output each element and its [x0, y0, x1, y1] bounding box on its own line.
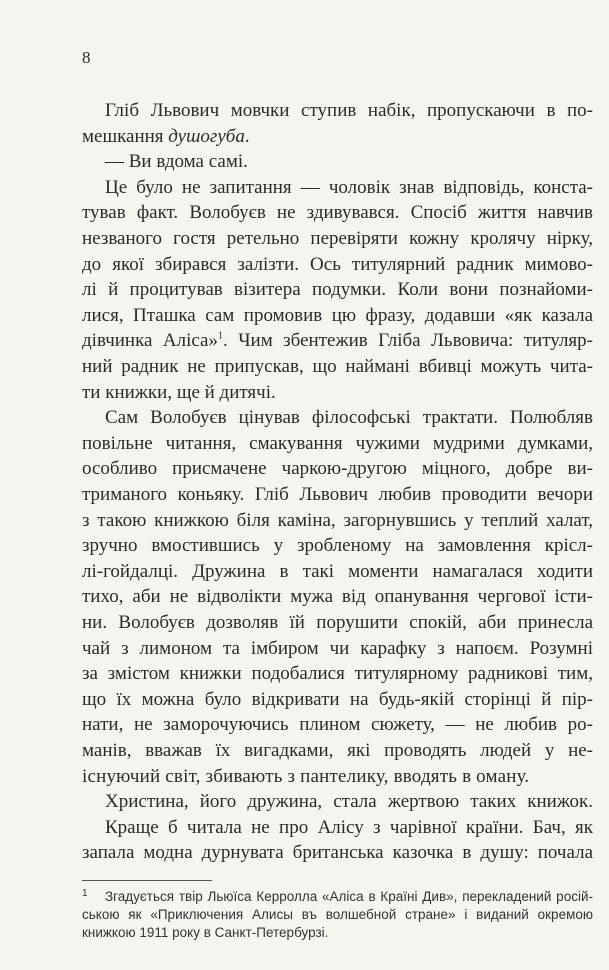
dialogue-line: — Ви вдома самі. [105, 151, 248, 173]
text-line: нати, не заморочуючись плином сюжету, — не любив ро- [82, 714, 593, 736]
text-line: за змістом книжки подобалися титулярному радникові тим, [82, 663, 593, 685]
text-line: з такою книжкою біля каміна, загорнувшись у теплий халат, [82, 509, 593, 531]
text-line: ти книжки, ще й дитячі. [82, 381, 276, 403]
text-line: незваного гостя ретельно перевіряти кожну кролячу нірку, [82, 228, 593, 249]
text-line: зручно вмостившись у зробленому на замовлення крісл- [82, 535, 593, 557]
text-line: Це було не запитання — чоловік знав відповідь, конста- [105, 176, 593, 198]
text-line: дівчинка Аліса»$^1$. Чим збентежив Гліба Львовича: титуляр- [82, 330, 593, 352]
text-line: Христина, його дружина, стала жертвою таких книжок. [105, 791, 593, 813]
text-line: тихо, аби не відволікти мужа від опанування чергової істи- [82, 586, 593, 608]
text-line: чай з лимоном та імбиром чи карафку з напоєм. Розумні [82, 637, 593, 659]
text-line: ни. Волобуєв дозволяв їй порушити спокій, аби принесла [82, 612, 593, 633]
text-line: Гліб Львович мовчки ступив набік, пропускаючи в по- [105, 100, 593, 121]
footnote-line: ською як «Приключения Алисы въ волшебной стране» і виданий окремою [82, 907, 593, 922]
text-line: Краще б читала не про Алісу з чарівної країни. Бач, як [105, 816, 593, 838]
footnote-line: Згадується твір Льюїса Керролла «Аліса в Країні Див», перекладений росій- [105, 889, 593, 904]
text-line: манів, вважав їх вигадками, які проводять людей у не- [82, 740, 593, 761]
text-line: лі-гойдалці. Дружина в такі моменти намагалася ходити [82, 560, 593, 582]
text-line: повільне читання, смакування чужими мудрими думками, [82, 432, 593, 454]
italic-word: душогуба [168, 125, 245, 147]
text-line: особливо присмачене чаркою-другою міцного, добре ви- [82, 458, 593, 480]
page-number: 8 [82, 48, 91, 67]
text-line: до якої збирався залізти. Ось титулярний радник мимово- [82, 253, 593, 275]
text-line: мешкання душогуба. [82, 125, 250, 147]
footnote-marker: 1 [82, 888, 88, 899]
text-line: ний радник не припускав, що наймані вбивці можуть чита- [82, 356, 593, 377]
footnote-line: книжкою 1911 року в Санкт-Петербурзі. [82, 925, 329, 940]
text-line: Сам Волобуєв цінував філософські трактати. Полюбляв [105, 407, 593, 429]
text-line: що їх можна було відкривати на будь-якій сторінці й пір- [82, 688, 593, 710]
footnote-divider [82, 880, 212, 881]
text-line: існуючий світ, збивають з пантелику, вводять в оману. [82, 765, 530, 787]
text-line: лі й процитував візитера подумки. Коли вони познайоми- [82, 279, 593, 301]
text-line: лися, Пташка сам промовив цю фразу, додавши «як казала [82, 304, 593, 326]
text-line: тував факт. Волобуєв не здивувався. Спосіб життя навчив [82, 202, 593, 224]
text-line: запала модна дурнувата британська казочка в душу: почала [82, 842, 593, 864]
text-line: триманого коньяку. Гліб Львович любив проводити вечори [82, 484, 593, 505]
footnote-reference[interactable]: 1 [218, 331, 223, 343]
